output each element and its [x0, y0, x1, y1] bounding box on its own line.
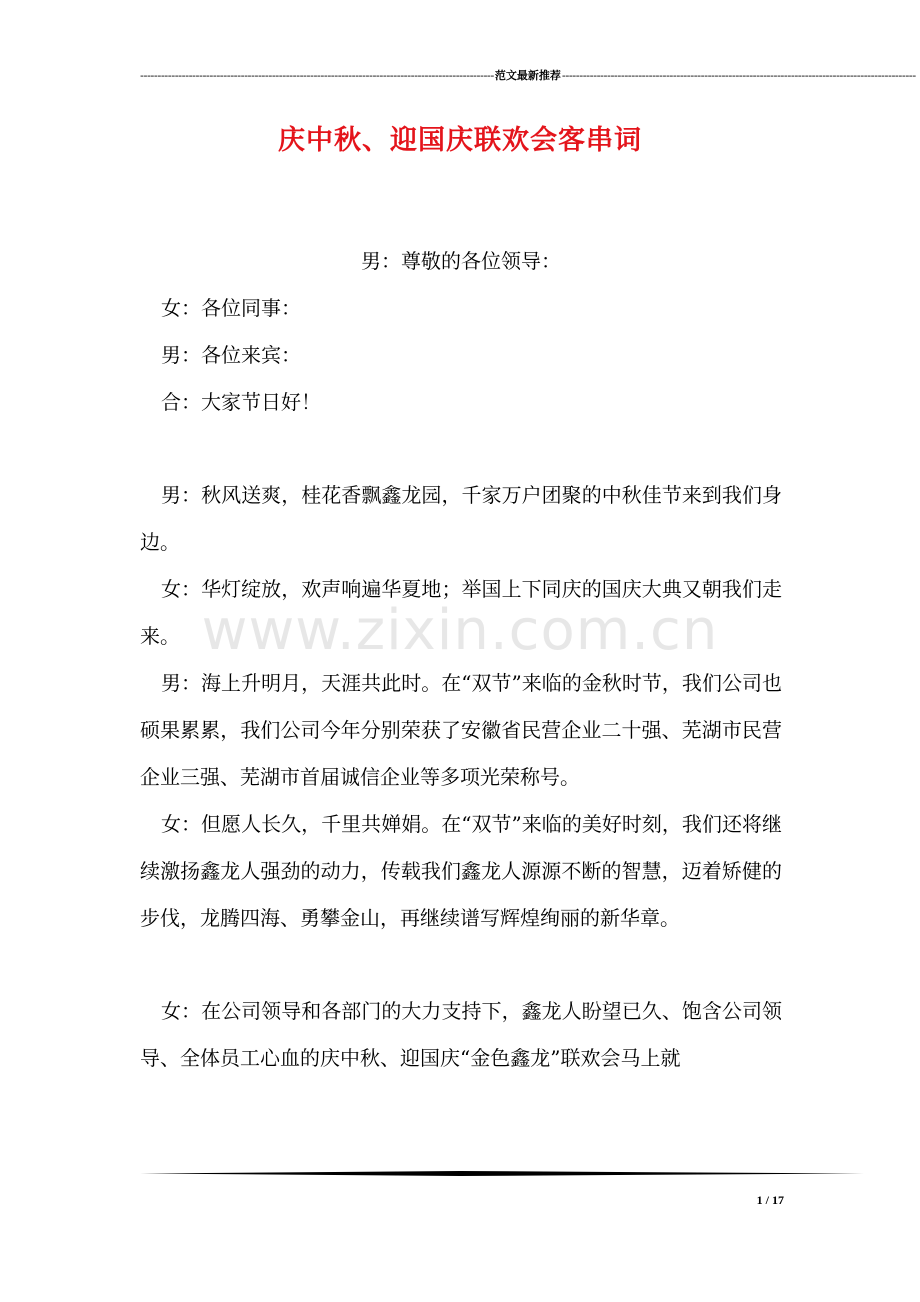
header-dash-left: ------------------------------------------------------------------------------------------------------ — [140, 69, 494, 82]
paragraph: 女：但愿人长久，千里共婵娟。在“双节”来临的美好时刻，我们还将继续激扬鑫龙人强劲的动力，传载我们鑫龙人源源不断的智慧，迈着矫健的步伐，龙腾四海、勇攀金山，再继续谱写辉煌绚丽的新华章。 — [140, 812, 782, 930]
document-title: 庆中秋、迎国庆联欢会客串词 — [278, 125, 642, 156]
paragraph: 男：各位来宾： — [161, 343, 301, 367]
paragraph: 合：大家节日好！ — [161, 390, 321, 414]
paragraph: 男：海上升明月，天涯共此时。在“双节”来临的金秋时节，我们公司也硕果累累，我们公司今年分别荣获了安徽省民营企业二十强、芜湖市民营企业三强、芜湖市首届诚信企业等多项光荣称号。 — [140, 671, 782, 789]
paragraph-gap — [140, 942, 782, 988]
watermark-text: www.zixin.com.cn — [201, 598, 719, 663]
paragraph: 男：秋风送爽，桂花香飘鑫龙园，千家万户团聚的中秋佳节来到我们身边。 — [140, 483, 782, 554]
page-number: 1 / 17 — [756, 1193, 784, 1207]
paragraph: 女：各位同事： — [161, 296, 301, 320]
footer-divider — [140, 1170, 864, 1178]
paragraph: 女：华灯绽放，欢声响遍华夏地；举国上下同庆的国庆大典又朝我们走来。 — [140, 577, 782, 648]
paragraph: 女：在公司领导和各部门的大力支持下，鑫龙人盼望已久、饱含公司领导、全体员工心血的庆中秋、迎国庆“金色鑫龙”联欢会马上就 — [140, 999, 782, 1070]
document-body — [140, 238, 782, 1082]
page-header — [140, 68, 916, 84]
header-dash-right: ------------------------------------------------------------------------------------------------------ — [561, 69, 916, 82]
paragraph-gap — [140, 426, 782, 472]
header-text: 范文最新推荐 — [494, 69, 561, 82]
paragraph: 男：尊敬的各位领导： — [361, 249, 561, 273]
